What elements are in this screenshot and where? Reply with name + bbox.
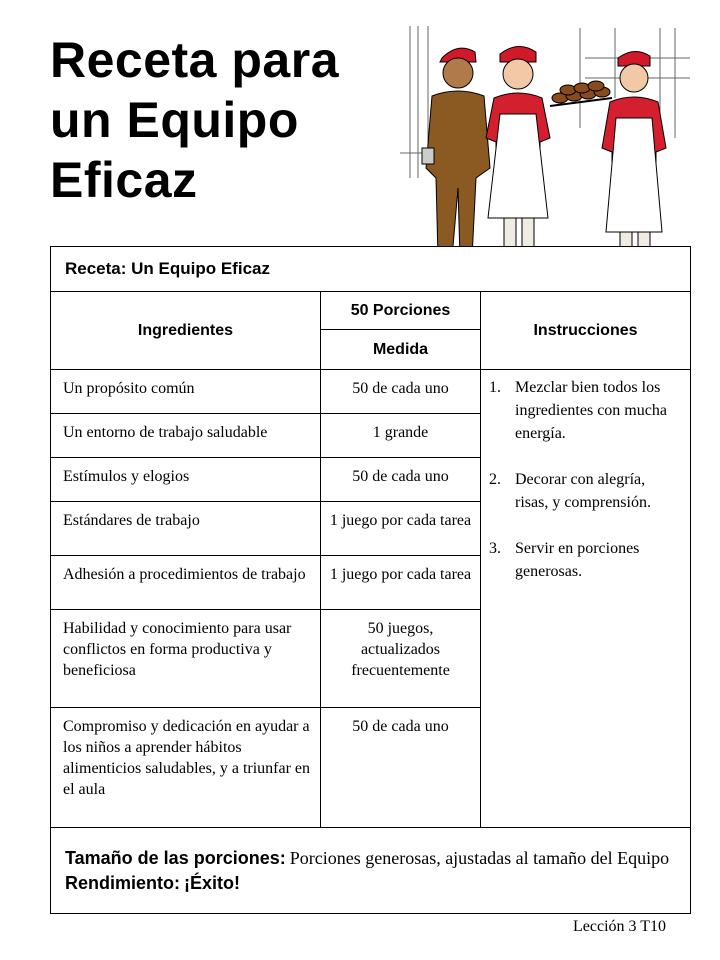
ingredient-cell: Estímulos y elogios <box>51 458 321 502</box>
kitchen-team-illustration <box>400 18 690 278</box>
recipe-table <box>50 246 691 914</box>
table-row <box>51 370 691 414</box>
title-line-1: Receta para <box>50 32 339 88</box>
instruction-number: 3. <box>489 540 501 557</box>
ingredient-cell: Habilidad y conocimiento para usar conflictos en forma productiva y beneficiosa <box>51 610 321 708</box>
ingredient-cell: Un entorno de trabajo saludable <box>51 414 321 458</box>
instruction-number: 2. <box>489 471 501 488</box>
ingredient-cell: Compromiso y dedicación en ayudar a los niños a aprender hábitos alimenticios saludables, y a triunfar en el aula <box>51 708 321 828</box>
serving-label: Tamaño de las porciones: <box>65 847 286 868</box>
measure-cell: 1 juego por cada tarea <box>321 556 481 610</box>
title-line-3: Eficaz <box>50 152 198 208</box>
measure-cell: 1 grande <box>321 414 481 458</box>
measure-cell: 50 juegos, actualizados frecuentemente <box>321 610 481 708</box>
title-line-2: un Equipo <box>50 92 299 148</box>
measure-cell: 1 juego por cada tarea <box>321 502 481 556</box>
measure-cell: 50 de cada uno <box>321 708 481 828</box>
header-instructions: Instrucciones <box>481 292 691 370</box>
instruction-item <box>489 537 682 583</box>
serving-size <box>65 847 678 871</box>
header-servings: 50 Porciones <box>321 292 481 330</box>
instruction-number: 1. <box>489 379 501 396</box>
lesson-label: Lección 3 T10 <box>572 918 666 935</box>
worker-right <box>602 51 666 268</box>
ingredient-cell: Adhesión a procedimientos de trabajo <box>51 556 321 610</box>
instruction-item <box>489 376 682 445</box>
yield <box>65 871 678 897</box>
serving-text: Porciones generosas, ajustadas al tamaño del Equipo <box>289 847 670 868</box>
ingredient-cell: Estándares de trabajo <box>51 502 321 556</box>
header-ingredients: Ingredientes <box>51 292 321 370</box>
header-measure: Medida <box>321 330 481 370</box>
worker-center <box>486 46 612 266</box>
recipe-footer <box>51 828 691 914</box>
worker-left <box>422 48 490 268</box>
ingredient-cell: Un propósito común <box>51 370 321 414</box>
recipe-heading: Receta: Un Equipo Eficaz <box>51 247 691 292</box>
instruction-item <box>489 468 682 514</box>
instruction-text: Decorar con alegría, risas, y comprensión. <box>515 471 651 511</box>
page-title <box>50 30 390 210</box>
yield-text: ¡Éxito! <box>184 872 240 893</box>
measure-cell: 50 de cada uno <box>321 370 481 414</box>
instruction-text: Mezclar bien todos los ingredientes con mucha energía. <box>515 379 667 442</box>
measure-cell: 50 de cada uno <box>321 458 481 502</box>
instructions-cell <box>481 370 691 828</box>
instruction-text: Servir en porciones generosas. <box>515 540 640 580</box>
yield-label: Rendimiento: <box>65 872 180 893</box>
